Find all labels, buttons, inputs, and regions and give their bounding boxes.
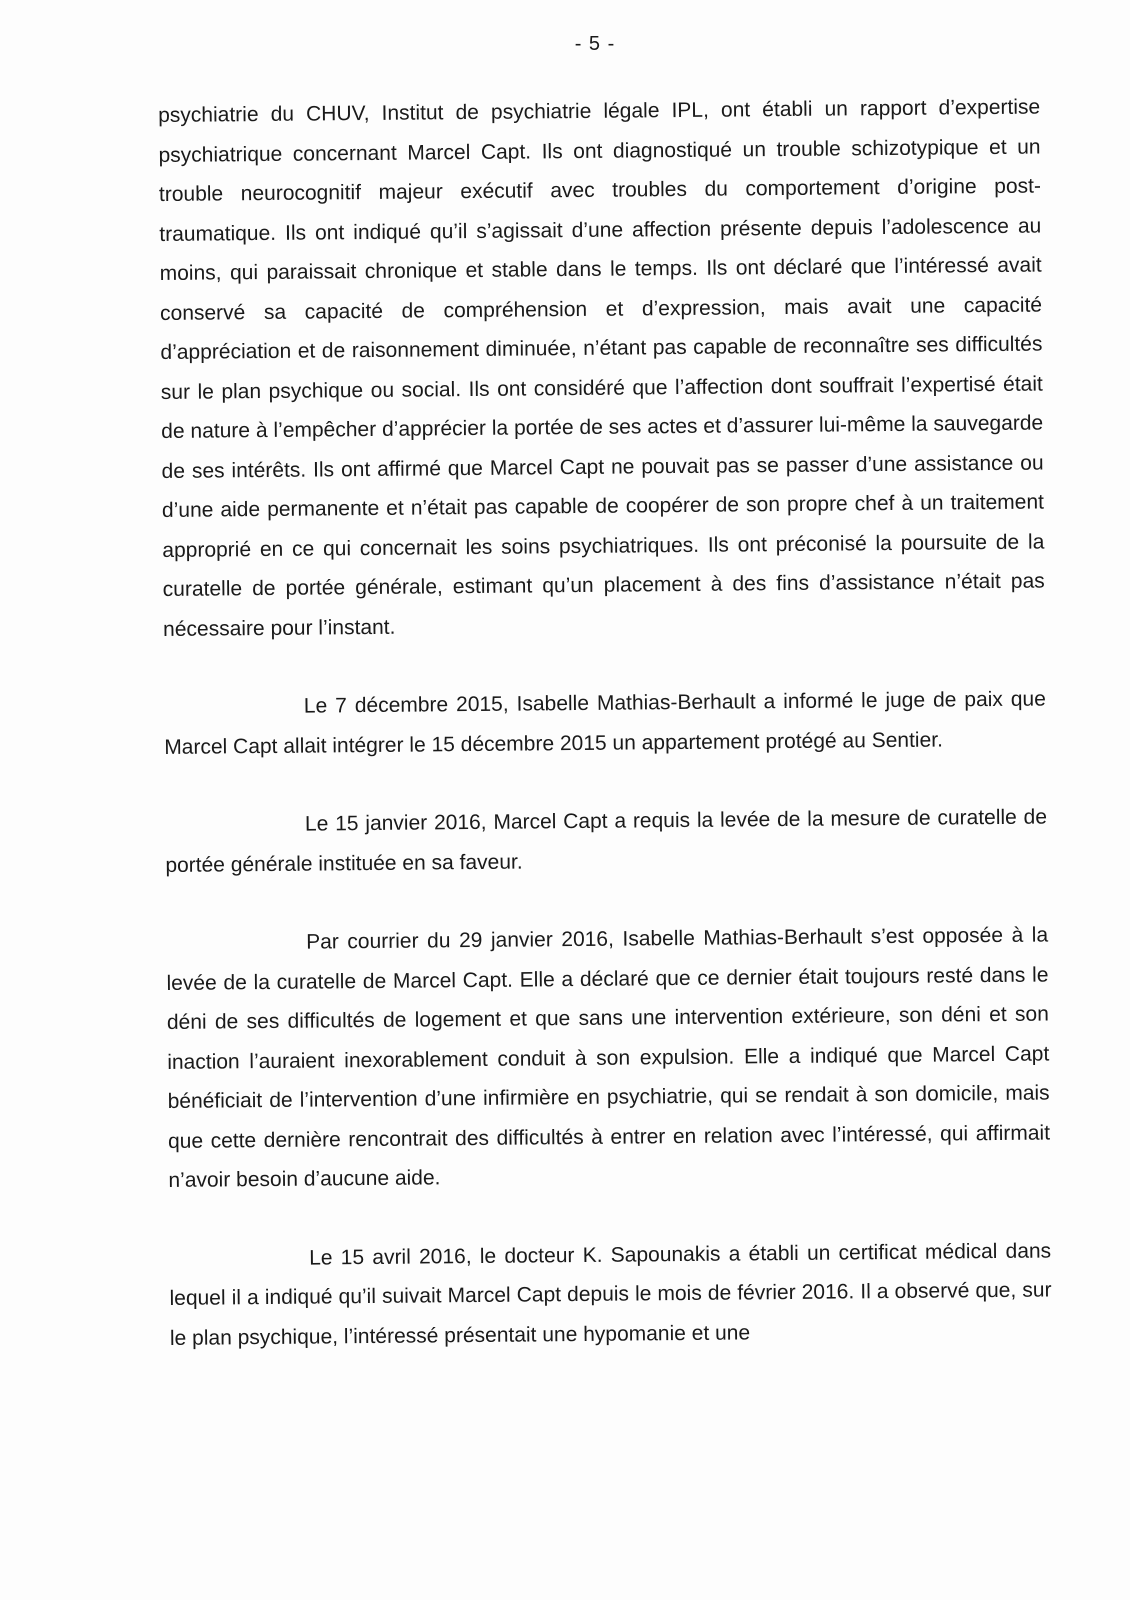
paragraph-january-15-2016: Le 15 janvier 2016, Marcel Capt a requis la levée de la mesure de curatelle de portée générale instituée en sa faveur.: [165, 805, 1048, 877]
paragraph-april-2016: Le 15 avril 2016, le docteur K. Sapounakis a établi un certificat médical dans lequel il a indiqué qu’il suivait Marcel Capt depuis le mois de février 2016. Il a observé que, sur le plan psychique, l’intéressé présentait une hypomanie et une: [169, 1238, 1052, 1350]
paragraph-december-2015: Le 7 décembre 2015, Isabelle Mathias-Berhault a informé le juge de paix que Marcel Capt allait intégrer le 15 décembre 2015 un appartement protégé au Sentier.: [164, 687, 1046, 759]
page-number: - 5 -: [574, 33, 616, 55]
paragraph-expertise-report: psychiatrie du CHUV, Institut de psychiatrie légale IPL, ont établi un rapport d’expertise psychiatrique concernant Marcel Capt. Ils ont diagnostiqué un trouble schizotypique et un trouble neurocognitif majeur exécutif avec troubles du comportement d’origine post-traumatique. Ils ont indiqué qu’il s’agissait d’une affection présente depuis l’adolescence au moins, qui paraissait chronique et stable dans le temps. Ils ont déclaré que l’intéressé avait conservé sa capacité de compréhension et d’expression, mais avait une capacité d’appréciation et de raisonnement diminuée, n’étant pas capable de reconnaître ses difficultés sur le plan psychique ou social. Ils ont considéré que l’affection dont souffrait l’expertisé était de nature à l’empêcher d’apprécier la portée de ses actes et d’assurer lui-même la sauvegarde de ses intérêts. Ils ont affirmé que Marcel Capt ne pouvait pas se passer d’une assistance ou d’une aide permanente et n’était pas capable de coopérer de son propre chef à un traitement approprié en ce qui concernait les soins psychiatriques. Ils ont préconisé la poursuite de la curatelle de portée générale, estimant qu’un placement à des fins d’assistance n’était pas nécessaire pour l’instant.: [158, 95, 1045, 641]
paragraph-january-29-2016: Par courrier du 29 janvier 2016, Isabelle Mathias-Berhault s’est opposée à la levée de la curatelle de Marcel Capt. Elle a déclaré que ce dernier était toujours resté dans le déni de ses difficultés de logement et que sans une intervention extérieure, son déni et son inaction l’auraient inexorablement conduit à son expulsion. Elle a indiqué que Marcel Capt bénéficiait de l’intervention d’une infirmière en psychiatrie, qui se rendait à son domicile, mais que cette dernière rencontrait des difficultés à entrer en relation avec l’intéressé, qui affirmait n’avoir besoin d’aucune aide.: [166, 923, 1051, 1192]
document-body: [158, 88, 1052, 1358]
